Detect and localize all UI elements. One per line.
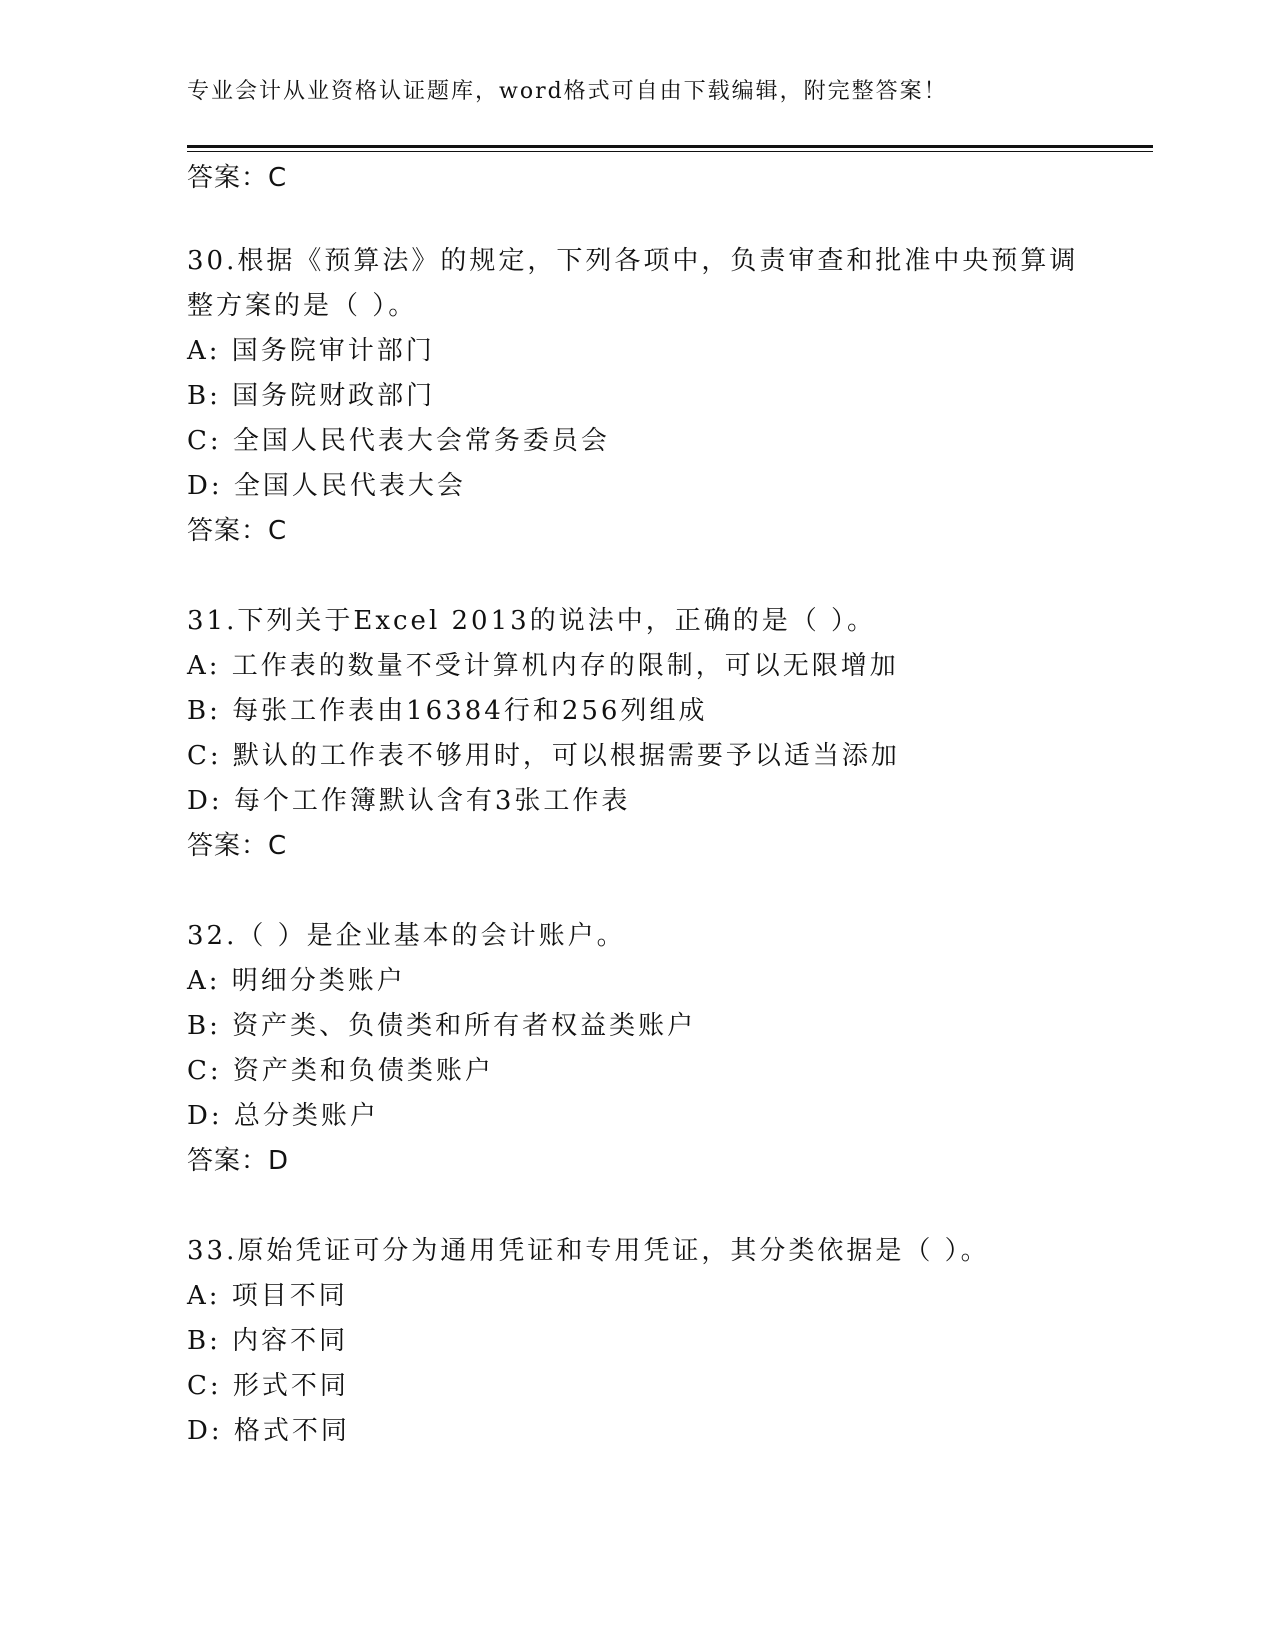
question-30-answer: 答案：C (187, 516, 288, 546)
question-33-option-b: B: 内容不同 (187, 1326, 349, 1356)
question-33-option-c: C: 形式不同 (187, 1371, 349, 1401)
answer-29: 答案：C (187, 163, 288, 193)
question-33-option-a: A: 项目不同 (187, 1281, 348, 1311)
question-32-stem-line1: 32.（ ）是企业基本的会计账户。 (187, 921, 626, 951)
question-30-stem-line2: 整方案的是（ ）。 (187, 291, 418, 321)
question-30-option-c: C: 全国人民代表大会常务委员会 (187, 426, 610, 456)
question-33-stem-line1: 33.原始凭证可分为通用凭证和专用凭证，其分类依据是（ ）。 (187, 1236, 990, 1266)
question-32-option-c: C: 资产类和负债类账户 (187, 1056, 494, 1086)
question-30-option-a: A: 国务院审计部门 (187, 336, 435, 366)
question-32-option-b: B: 资产类、负债类和所有者权益类账户 (187, 1011, 697, 1041)
question-32-option-a: A: 明细分类账户 (187, 966, 406, 996)
header-rule-thin (187, 151, 1153, 152)
header-note: 专业会计从业资格认证题库，word格式可自由下载编辑，附完整答案！ (187, 79, 948, 104)
header-rule-thick (187, 145, 1153, 148)
question-31-stem-line1: 31.下列关于Excel 2013的说法中，正确的是（ ）。 (187, 606, 876, 636)
question-30-option-d: D: 全国人民代表大会 (187, 471, 466, 501)
question-31-option-a: A: 工作表的数量不受计算机内存的限制，可以无限增加 (187, 651, 899, 681)
question-31-option-d: D: 每个工作簿默认含有3张工作表 (187, 786, 631, 816)
question-31-answer: 答案：C (187, 831, 288, 861)
question-32-answer: 答案：D (187, 1146, 290, 1176)
question-31-option-b: B: 每张工作表由16384行和256列组成 (187, 696, 708, 726)
question-33-option-d: D: 格式不同 (187, 1416, 350, 1446)
question-30-stem-line1: 30.根据《预算法》的规定，下列各项中，负责审查和批准中央预算调 (187, 246, 1079, 276)
question-30-option-b: B: 国务院财政部门 (187, 381, 436, 411)
question-31-option-c: C: 默认的工作表不够用时，可以根据需要予以适当添加 (187, 741, 900, 771)
question-32-option-d: D: 总分类账户 (187, 1101, 379, 1131)
